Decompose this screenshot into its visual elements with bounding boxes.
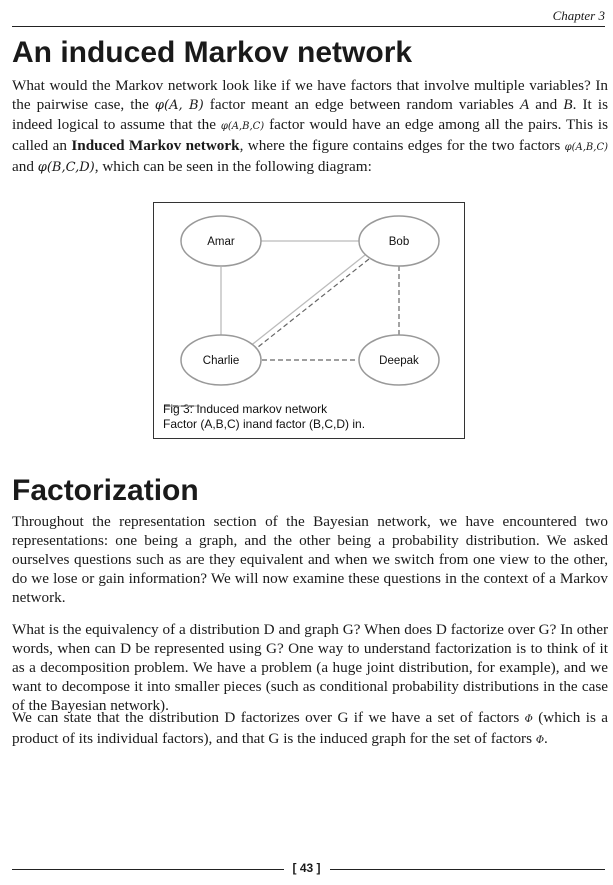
node-label-amar: Amar xyxy=(207,236,235,248)
header-rule xyxy=(12,26,605,27)
section-title-induced-markov: An induced Markov network xyxy=(12,36,413,69)
legend-dashed-line xyxy=(165,402,199,410)
math-phi-abc: φ(A,B,C) xyxy=(220,121,265,132)
math-phi-bcd: φ(B,C,D) xyxy=(37,160,95,175)
edge-bob-charlie-solid xyxy=(249,255,365,347)
section-title-factorization: Factorization xyxy=(12,474,199,507)
math-phi-set: Φ xyxy=(524,714,533,725)
math-phi-ab: φ(A, B) xyxy=(154,98,204,113)
paragraph-factorization-3: We can state that the distribution D factorizes over G if we have a set of factors Φ (which is a product of its individual factors), and that G is the induced graph for the set of factors Φ. xyxy=(12,709,609,747)
chapter-header: Chapter 3 xyxy=(552,8,605,23)
math-phi-set-2: Φ xyxy=(535,735,545,746)
edge-bob-charlie-dashed xyxy=(253,259,369,351)
node-label-bob: Bob xyxy=(388,236,410,248)
node-label-deepak: Deepak xyxy=(379,355,419,367)
node-label-charlie: Charlie xyxy=(202,355,240,367)
paragraph-factorization-1: Throughout the representation section of the Bayesian network, we have encountered two representations: one being a graph, and the other being a probability distribution. We asked ourselves questions such as are they equivalent and when we switch from one view to the other, do we lose or gain information? We will now examine these questions in the context of a Markov network. xyxy=(12,513,608,606)
paragraph-intro: What would the Markov network look like if we have factors that involve multiple variables? In the pairwise case, the φ(A, B) factor meant an edge between random variables A and B. It is indeed logical to assume that the φ(A,B,C) factor would have an edge among all the pairs. This is called an Induced Markov network, where the figure contains edges for the two factors φ(A,B,C) and φ(B,C,D), which can be seen in the following diagram: xyxy=(12,77,608,175)
page-number: [ 43 ] xyxy=(0,861,613,875)
caption-line-2: Factor (A,B,C) in and factor (B,C,D) in . xyxy=(163,417,365,432)
math-phi-abc-2: φ(A,B,C) xyxy=(564,142,608,153)
paragraph-factorization-2: What is the equivalency of a distribution D and graph G? When does D factorize over G? In other words, when can D be represented using G? One way to understand factorization is to think of it as a decomposition problem. We have a problem (a huge joint distribution, for example), and we want to decompose it into smaller pieces (such as conditional probability distributions in the case of the Bayesian network). xyxy=(12,621,608,714)
bold-term: Induced Markov network xyxy=(71,137,240,154)
caption-line-1: Fig 3: Induced markov network xyxy=(163,402,328,416)
induced-markov-figure xyxy=(153,202,465,439)
figure-caption xyxy=(163,402,365,432)
